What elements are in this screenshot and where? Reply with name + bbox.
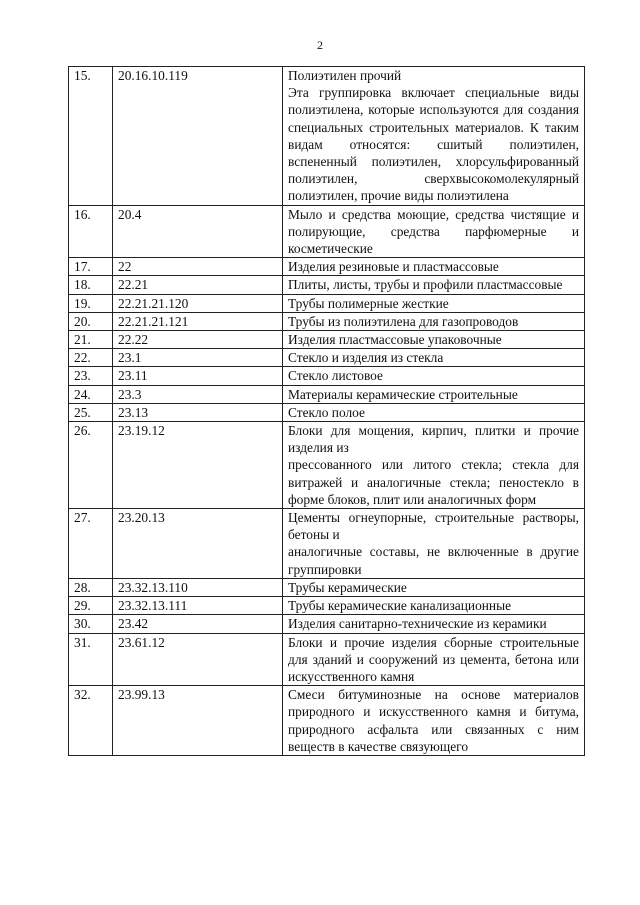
item-name-cell xyxy=(283,422,585,509)
row-number: 31. xyxy=(69,633,113,686)
table-row xyxy=(69,331,585,349)
row-number: 17. xyxy=(69,258,113,276)
item-name: Трубы полимерные жесткие xyxy=(288,295,449,311)
table-row xyxy=(69,597,585,615)
table-row xyxy=(69,349,585,367)
item-name-cell xyxy=(283,597,585,615)
item-name-cell xyxy=(283,385,585,403)
item-name-cell xyxy=(283,205,585,258)
item-name-cell xyxy=(283,67,585,206)
item-name-cell xyxy=(283,686,585,756)
okpd-code: 23.99.13 xyxy=(113,686,283,756)
okpd-code: 23.32.13.111 xyxy=(113,597,283,615)
item-name: Трубы из полиэтилена для газопроводов xyxy=(288,313,519,329)
table-row xyxy=(69,276,585,294)
table-row xyxy=(69,615,585,633)
item-description: прессованного или литого стекла; стекла для витражей и аналогичные стекла; пеностекло в форме блоков, плит или аналогичных форм xyxy=(288,457,579,507)
item-name-cell xyxy=(283,349,585,367)
okpd-code: 22.21.21.120 xyxy=(113,294,283,312)
item-name-cell xyxy=(283,633,585,686)
okpd-code: 22.21.21.121 xyxy=(113,312,283,330)
classification-table xyxy=(68,66,585,756)
item-name-cell xyxy=(283,509,585,579)
table-row xyxy=(69,258,585,276)
item-name-cell xyxy=(283,331,585,349)
okpd-code: 23.19.12 xyxy=(113,422,283,509)
table-body xyxy=(69,67,585,756)
item-name: Стекло и изделия из стекла xyxy=(288,350,444,366)
item-name: Блоки и прочие изделия сборные строительные для зданий и сооружений из цемента, бетона или искусственного камня xyxy=(288,634,579,684)
table-row xyxy=(69,367,585,385)
item-name: Материалы керамические строительные xyxy=(288,386,518,402)
row-number: 22. xyxy=(69,349,113,367)
item-name: Изделия санитарно-технические из керамики xyxy=(288,616,547,632)
item-name-cell xyxy=(283,403,585,421)
row-number: 32. xyxy=(69,686,113,756)
item-name-cell xyxy=(283,276,585,294)
okpd-code: 20.4 xyxy=(113,205,283,258)
table-row xyxy=(69,67,585,206)
row-number: 23. xyxy=(69,367,113,385)
table-row xyxy=(69,633,585,686)
item-name: Мыло и средства моющие, средства чистящие и полирующие, средства парфюмерные и косметические xyxy=(288,206,579,257)
table-row xyxy=(69,403,585,421)
row-number: 28. xyxy=(69,578,113,596)
row-number: 16. xyxy=(69,205,113,258)
table-row xyxy=(69,422,585,509)
table-row xyxy=(69,385,585,403)
okpd-code: 23.32.13.110 xyxy=(113,578,283,596)
item-name: Изделия пластмассовые упаковочные xyxy=(288,332,502,348)
item-name-cell xyxy=(283,312,585,330)
row-number: 26. xyxy=(69,422,113,509)
item-name: Стекло полое xyxy=(288,404,365,420)
item-name: Смеси битуминозные на основе материалов природного и искусственного камня и битума, природного асфальта или связанных с ним веществ в качестве связующего xyxy=(288,687,579,754)
okpd-code: 23.3 xyxy=(113,385,283,403)
item-name-cell xyxy=(283,367,585,385)
item-name: Плиты, листы, трубы и профили пластмассовые xyxy=(288,277,563,293)
row-number: 20. xyxy=(69,312,113,330)
item-name: Изделия резиновые и пластмассовые xyxy=(288,259,499,275)
table-row xyxy=(69,686,585,756)
okpd-code: 23.42 xyxy=(113,615,283,633)
table-row xyxy=(69,205,585,258)
row-number: 25. xyxy=(69,403,113,421)
item-name: Полиэтилен прочий xyxy=(288,68,402,83)
item-name: Трубы керамические xyxy=(288,579,407,595)
table-row xyxy=(69,578,585,596)
item-name: Трубы керамические канализационные xyxy=(288,598,512,614)
row-number: 18. xyxy=(69,276,113,294)
item-name: Стекло листовое xyxy=(288,368,383,384)
okpd-code: 23.13 xyxy=(113,403,283,421)
okpd-code: 23.11 xyxy=(113,367,283,385)
row-number: 30. xyxy=(69,615,113,633)
item-name-cell xyxy=(283,615,585,633)
table-row xyxy=(69,509,585,579)
okpd-code: 22.21 xyxy=(113,276,283,294)
item-name-cell xyxy=(283,258,585,276)
row-number: 29. xyxy=(69,597,113,615)
item-name: Блоки для мощения, кирпич, плитки и прочие изделия из xyxy=(288,423,579,456)
item-name-cell xyxy=(283,294,585,312)
page-number: 2 xyxy=(317,38,323,52)
item-description: аналогичные составы, не включенные в другие группировки xyxy=(288,544,579,577)
okpd-code: 23.61.12 xyxy=(113,633,283,686)
row-number: 15. xyxy=(69,67,113,206)
row-number: 21. xyxy=(69,331,113,349)
row-number: 27. xyxy=(69,509,113,579)
okpd-code: 22 xyxy=(113,258,283,276)
okpd-code: 23.20.13 xyxy=(113,509,283,579)
okpd-code: 23.1 xyxy=(113,349,283,367)
table-row xyxy=(69,294,585,312)
item-description: Эта группировка включает специальные виды полиэтилена, которые используются для создания специальных строительных материалов. К таким видам относятся: сшитый полиэтилен, вспененный полиэтилен, хлорсульфированный полиэтилен, сверхвысокомолекулярный полиэтилен, прочие виды полиэтилена xyxy=(288,85,579,204)
okpd-code: 20.16.10.119 xyxy=(113,67,283,206)
row-number: 24. xyxy=(69,385,113,403)
row-number: 19. xyxy=(69,294,113,312)
table-row xyxy=(69,312,585,330)
item-name-cell xyxy=(283,578,585,596)
okpd-code: 22.22 xyxy=(113,331,283,349)
item-name: Цементы огнеупорные, строительные растворы, бетоны и xyxy=(288,510,579,543)
